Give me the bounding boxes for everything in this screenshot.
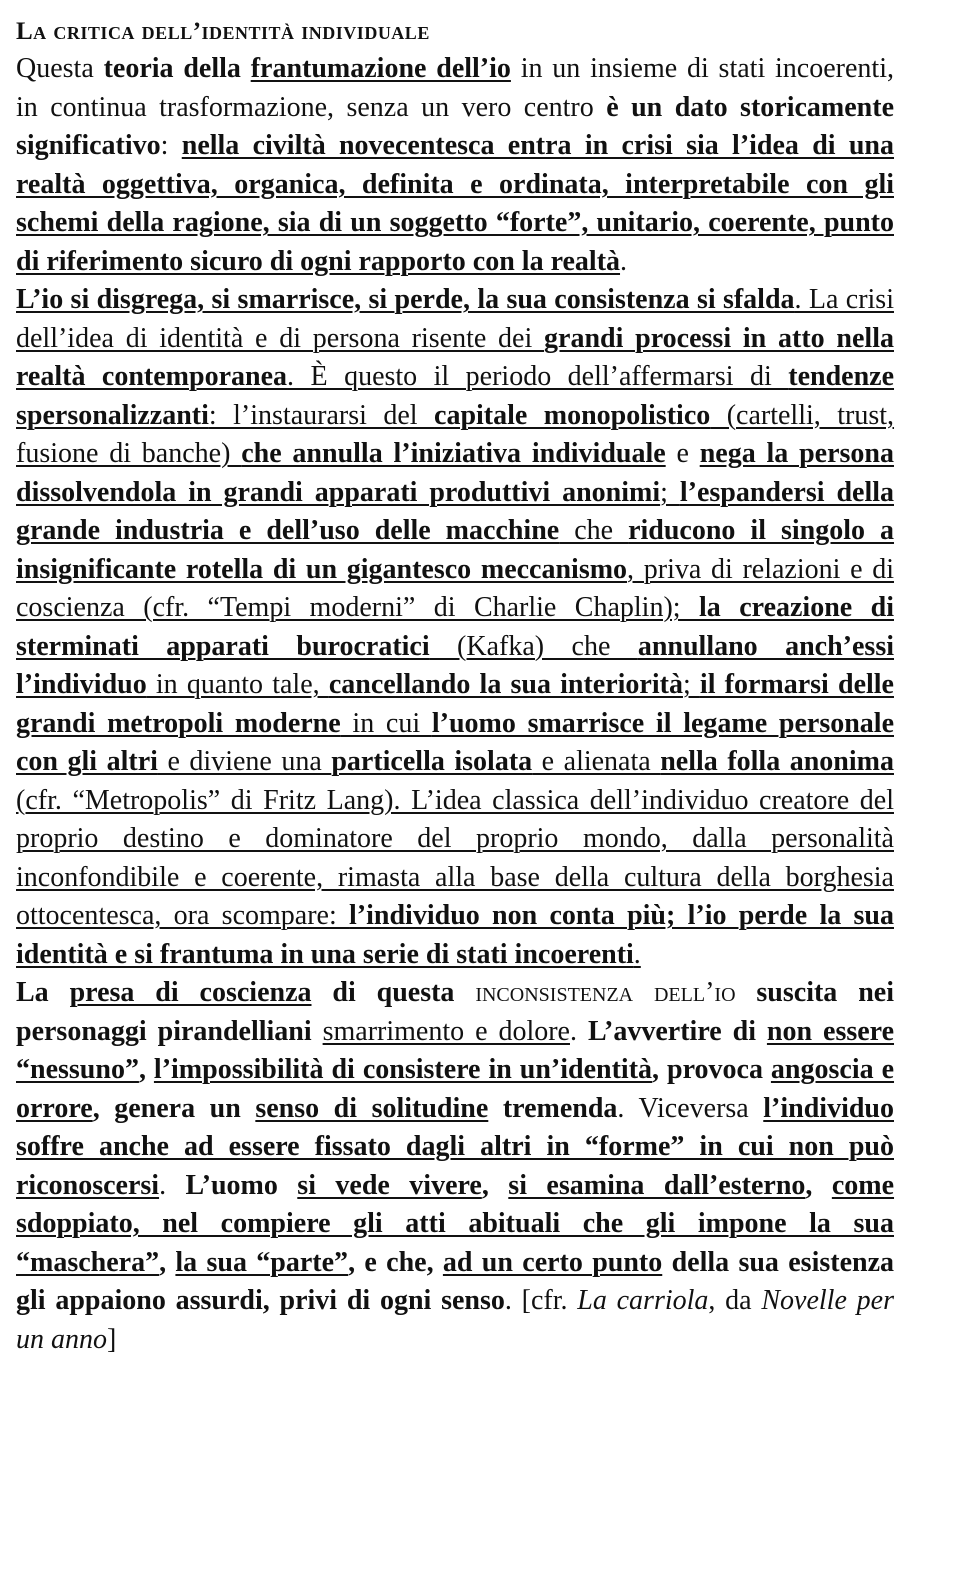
text-run: che (559, 515, 629, 546)
text-run: ; (682, 669, 700, 700)
text-run: frantumazione dell’io (250, 53, 511, 84)
text-run: angoscia e orrore (16, 1054, 895, 1124)
paragraph-3 (16, 974, 894, 1359)
document-body (16, 50, 894, 1359)
text-run: il formarsi delle grandi metropoli moderne (16, 669, 894, 739)
text-run: , (138, 1054, 154, 1085)
text-run: l’individuo soffre anche ad essere fissato dagli altri in “forme” in cui non può riconoscersi (16, 1092, 894, 1201)
text-run: capitale monopolistico (434, 399, 711, 431)
text-run: nella civiltà novecentesca entra in crisi sia l’idea di una realtà oggettiva, organica, definita e ordinata, interpretabile con gli schemi della ragione, sia di un soggetto “forte”, unitario, coerente, punto di riferimento sicuro di ogni rapporto con la realtà (16, 130, 895, 277)
text-run: particella isolata (331, 746, 533, 777)
text-run: nega la persona dissolvendola in grandi apparati produttivi anonimi (16, 438, 894, 508)
text-run: grandi processi in atto nella realtà contemporanea (16, 322, 894, 392)
text-run: Questa (16, 53, 104, 84)
text-run: si vede vivere (297, 1169, 482, 1201)
text-run: , (481, 1169, 509, 1201)
text-run: , (805, 1169, 832, 1201)
text-run: , provoca (652, 1054, 771, 1085)
text-run: senso di solitudine (255, 1092, 489, 1124)
text-run: nella folla anonima (660, 746, 894, 777)
text-run: (Kafka) che (429, 630, 638, 662)
text-run: : (160, 130, 182, 161)
paragraph-2 (16, 281, 894, 974)
text-run: . (620, 245, 628, 277)
text-run: ad un certo punto (442, 1246, 663, 1278)
text-run: tendenze spersonalizzanti (16, 361, 895, 431)
section-title: La critica dell’identità individuale (16, 18, 430, 45)
text-run: . La crisi dell’idea di identità e di persona risente dei (16, 284, 894, 354)
text-run: l’individuo non conta più; l’io perde la sua identità e si frantuma in una serie di stati incoerenti (16, 900, 894, 970)
text-run: smarrimento e dolore (322, 1015, 570, 1047)
text-run: , (159, 1246, 176, 1278)
text-run: cancellando la sua interiorità (328, 669, 683, 700)
text-run: non essere “nessuno” (16, 1015, 895, 1085)
text-run: . [cfr. (504, 1285, 578, 1316)
text-run: . (569, 1015, 588, 1047)
text-run: . È questo il periodo dell’affermarsi di (287, 361, 789, 392)
text-run: (cartelli, trust, fusione di banche) (16, 399, 895, 469)
text-run: ] (107, 1323, 117, 1355)
text-run: di questa (311, 977, 476, 1008)
text-run: come sdoppiato, nel compiere gli atti abituali che gli impone la sua “maschera” (16, 1169, 895, 1278)
text-run: l’uomo smarrisce il legame personale con gli altri (16, 707, 894, 777)
text-run: , priva di relazioni e di coscienza (cfr. “Tempi moderni” di Charlie Chaplin); (16, 553, 894, 623)
text-run: della sua esistenza gli appaiono assurdi, privi di ogni senso (16, 1246, 895, 1316)
text-run: suscita nei personaggi pirandelliani (16, 977, 894, 1047)
text-run: (cfr. “Metropolis” di Fritz Lang). L’idea classica dell’individuo creatore del proprio destino e dominatore del proprio mondo, dalla personalità inconfondibile e coerente, rimasta alla base della cultura della borghesia ottocentesca, ora scompare: (16, 784, 894, 931)
text-run: teoria della (103, 53, 251, 84)
text-run: l’espandersi della grande industria e dell’uso delle macchine (16, 476, 894, 546)
text-run: Novelle per un anno (16, 1285, 894, 1355)
text-run: : l’instaurarsi del (208, 399, 435, 431)
text-run: tremenda (488, 1092, 618, 1124)
text-run: L’avvertire di (587, 1015, 767, 1047)
text-run: in quanto tale, (146, 669, 329, 700)
text-run: L’uomo (185, 1169, 298, 1201)
text-run: e diviene una (157, 746, 332, 777)
text-run: riducono il singolo a insignificante rotella di un gigantesco meccanismo (16, 515, 895, 585)
text-run: . Viceversa (617, 1092, 764, 1124)
text-run: , da (708, 1285, 762, 1316)
text-run: ; (660, 476, 680, 508)
text-run: che annulla l’iniziativa individuale (241, 438, 666, 469)
text-run: L’io si disgrega, si smarrisce, si perde, la sua consistenza si sfalda (16, 284, 795, 315)
paragraph-1 (16, 50, 894, 281)
text-run: e (665, 438, 700, 469)
text-run: , genera un (92, 1092, 256, 1124)
text-run: l’impossibilità di consistere in un’identità (153, 1054, 653, 1085)
text-run: inconsistenza dell’io (475, 977, 736, 1008)
text-run: si esamina dall’esterno (508, 1169, 806, 1201)
text-run: la creazione di sterminati apparati burocratici (16, 592, 894, 662)
text-run: in un insieme di stati incoerenti, in continua trasformazione, senza un vero centro (16, 53, 894, 123)
text-run: presa di coscienza (69, 977, 312, 1008)
text-run: è un dato storicamente significativo (16, 91, 894, 161)
text-run: La (16, 977, 70, 1008)
text-run: . (633, 938, 641, 970)
text-run: annullano anch’essi l’individuo (16, 630, 895, 700)
text-run: La carriola (577, 1285, 709, 1316)
text-run: la sua “parte” (175, 1246, 349, 1278)
text-run: . (159, 1169, 186, 1201)
text-run: in cui (340, 707, 432, 739)
text-run: e alienata (532, 746, 661, 777)
text-run: , e che, (348, 1246, 443, 1278)
